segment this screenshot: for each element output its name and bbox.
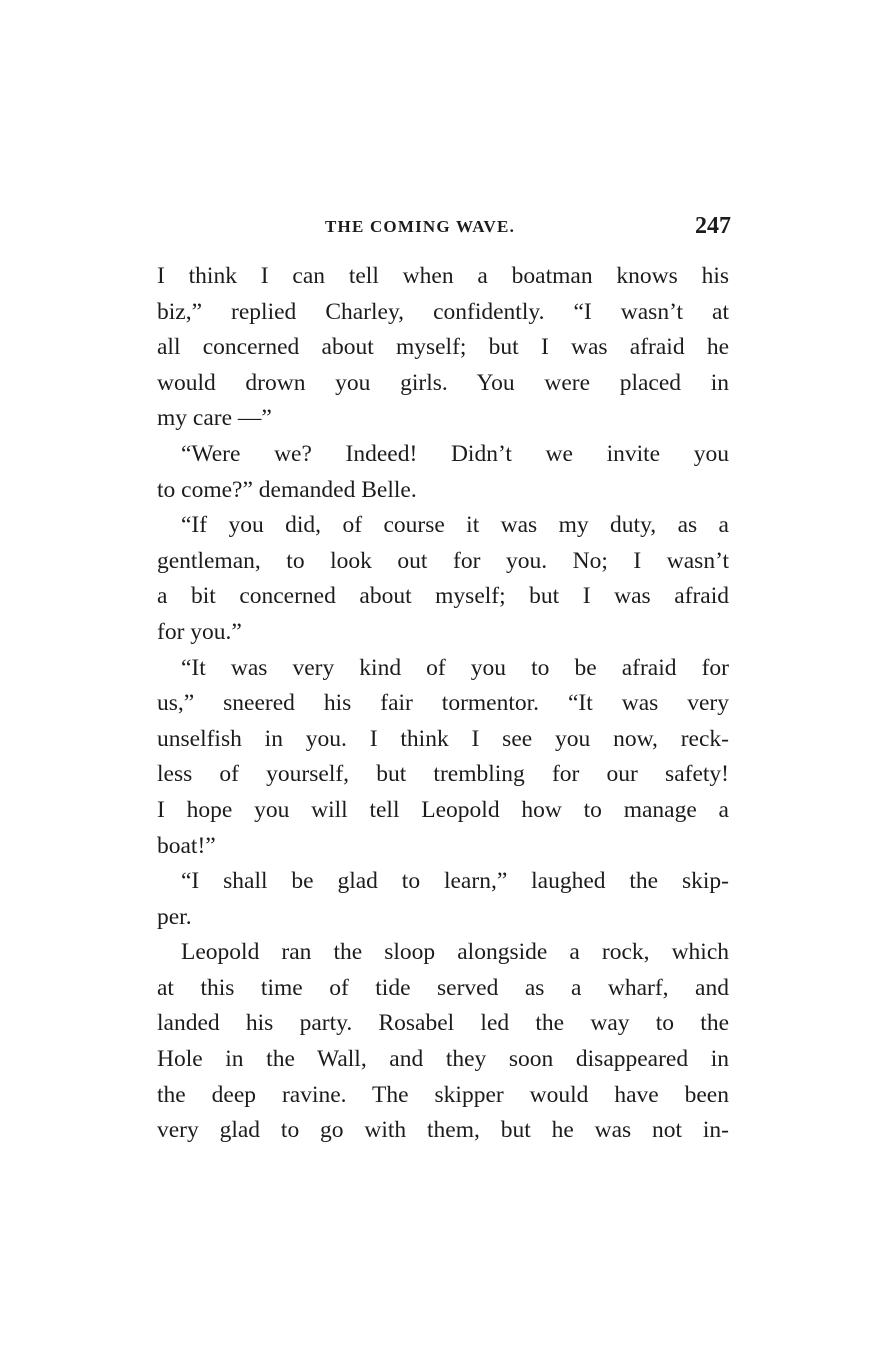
text-line: “Were we? Indeed! Didn’t we invite you [181,440,729,467]
text-line: “If you did, of course it was my duty, as a [181,512,729,539]
text-line: very glad to go with them, but he was not in- [157,1117,729,1144]
text-line: to come?” demanded Belle. [157,476,417,503]
text-line: all concerned about myself; but I was afraid he [157,334,729,361]
text-line: would drown you girls. You were placed in [157,369,729,396]
text-line: us,” sneered his fair tormentor. “It was very [157,690,729,717]
page-number: 247 [695,213,731,239]
text-line: unselfish in you. I think I see you now, reck- [157,725,729,752]
text-line: Hole in the Wall, and they soon disappeared in [157,1046,729,1073]
text-line: the deep ravine. The skipper would have been [157,1081,729,1108]
text-line: landed his party. Rosabel led the way to the [157,1010,729,1037]
text-line: I think I can tell when a boatman knows his [157,263,729,289]
text-line: boat!” [157,832,216,859]
text-line: a bit concerned about myself; but I was afraid [157,583,729,610]
text-line: I hope you will tell Leopold how to manage a [157,796,729,823]
text-line: gentleman, to look out for you. No; I wasn’t [157,547,729,574]
text-line: at this time of tide served as a wharf, and [157,974,729,1001]
text-line: my care —” [157,405,272,432]
running-head [157,213,737,245]
text-line: “It was very kind of you to be afraid for [181,654,729,681]
text-line: per. [157,903,192,930]
text-line: “I shall be glad to learn,” laughed the skip- [181,868,729,895]
text-line: for you.” [157,618,242,645]
running-title: THE COMING WAVE. [325,217,516,236]
body-text [157,259,729,1149]
text-line: Leopold ran the sloop alongside a rock, which [181,939,729,966]
text-line: biz,” replied Charley, confidently. “I wasn’t at [157,298,729,325]
text-line: less of yourself, but trembling for our safety! [157,761,729,788]
